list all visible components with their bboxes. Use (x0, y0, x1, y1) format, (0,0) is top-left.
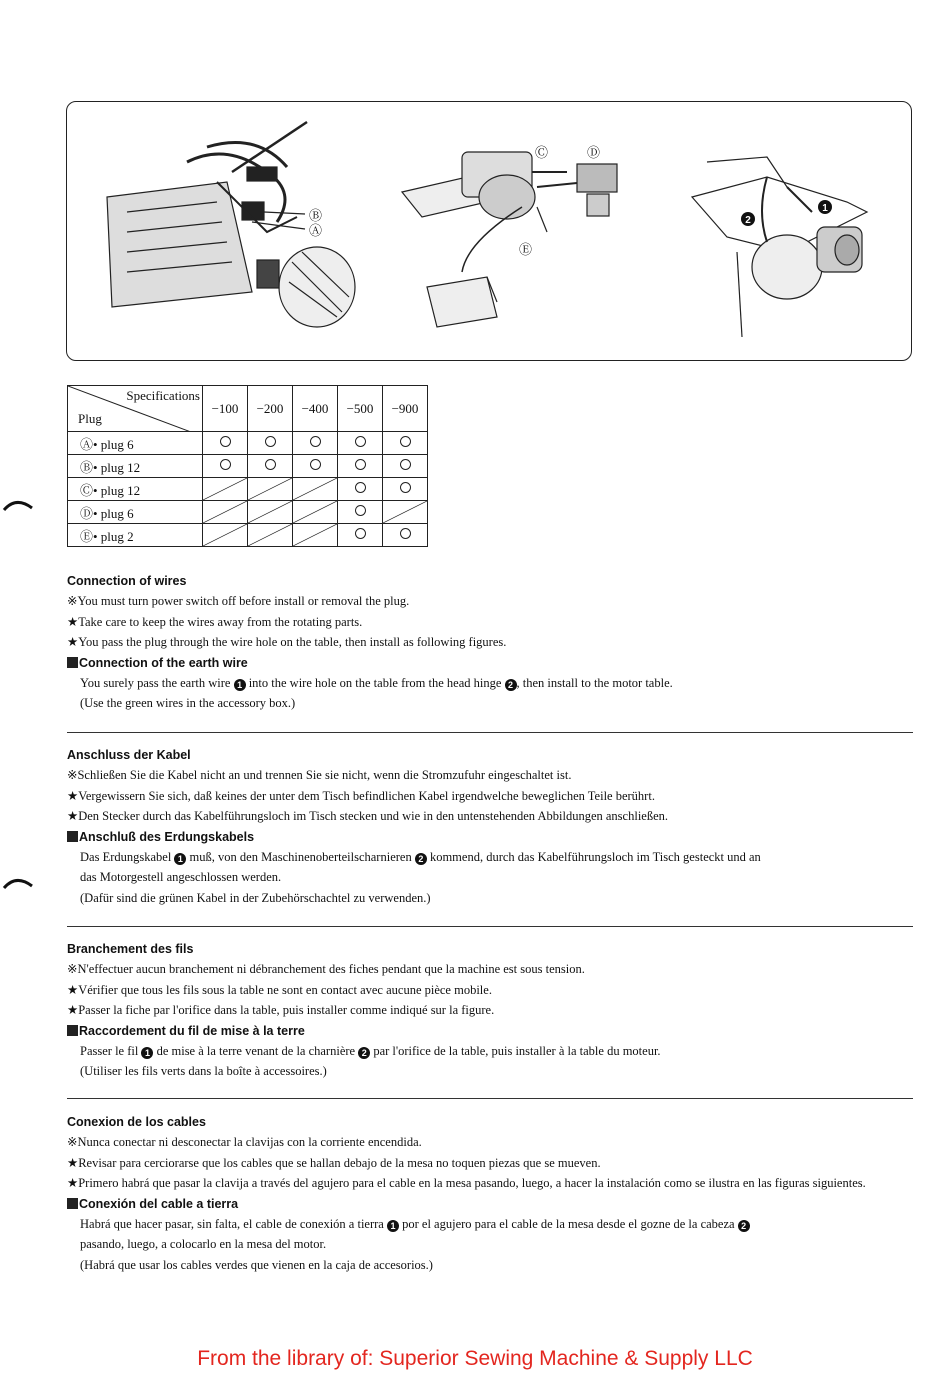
table-cell (293, 432, 338, 455)
instruction-line: ★Passer la fiche par l'orifice dans la table, puis installer comme indiqué sur la figure. (67, 1003, 495, 1018)
header-plug: Plug (78, 411, 102, 426)
margin-arc-mark (2, 874, 36, 897)
not-applicable-slash-icon (248, 524, 292, 546)
table-cell (203, 478, 248, 501)
instruction-line: ★Vergewissern Sie sich, daß keines der unter dem Tisch befindlichen Kabel irgendwelche beweglichen Teile berührt. (67, 788, 655, 803)
table-row (68, 432, 428, 455)
table-row (68, 478, 428, 501)
number-1-icon: 1 (174, 853, 186, 865)
table-row (68, 501, 428, 524)
table-cell (248, 432, 293, 455)
german-section (67, 745, 913, 908)
column-header: −900 (383, 386, 428, 432)
french-section (67, 939, 913, 1082)
number-1-icon: 1 (387, 1220, 399, 1232)
not-applicable-slash-icon (383, 501, 427, 523)
instruction-line: ※Nunca conectar ni desconectar la clavijas con la corriente encendida. (67, 1135, 422, 1150)
callout-a: Ⓐ (309, 223, 323, 238)
available-circle-icon (355, 459, 366, 470)
section-title: Connection of wires (67, 574, 187, 588)
table-cell (338, 501, 383, 524)
instruction-line: ※N'effectuer aucun branchement ni débranchement des fiches pendant que la machine est sous tension. (67, 962, 585, 977)
callout-e: Ⓔ (519, 242, 533, 257)
illustration-panel (66, 101, 912, 361)
available-circle-icon (355, 482, 366, 493)
motor-pedal-illustration (402, 152, 617, 327)
callout-number-1: 1 (822, 203, 828, 214)
earth-wire-title: Anschluß des Erdungskabels (67, 827, 913, 847)
instruction-line: ★Primero habrá que pasar la clavija a través del agujero para el cable en la mesa pasando, luego, a hacer la instalación como se ilustra en las figuras siguientes. (67, 1176, 866, 1191)
number-2-icon: 2 (415, 853, 427, 865)
available-circle-icon (220, 436, 231, 447)
table-cell (293, 455, 338, 478)
number-1-icon: 1 (234, 679, 246, 691)
earth-wire-note: (Use the green wires in the accessory box.) (80, 696, 296, 711)
earth-wire-note: (Dafür sind die grünen Kabel in der Zubehörschachtel zu verwenden.) (80, 890, 431, 905)
table-cell (248, 455, 293, 478)
earth-wire-instruction-cont: pasando, luego, a colocarlo en la mesa del motor. (80, 1237, 327, 1252)
available-circle-icon (400, 482, 411, 493)
table-row (68, 524, 428, 547)
available-circle-icon (310, 459, 321, 470)
callout-c: Ⓒ (535, 145, 549, 160)
column-header: −500 (338, 386, 383, 432)
callout-number-2: 2 (745, 215, 751, 226)
number-2-icon: 2 (738, 1220, 750, 1232)
not-applicable-slash-icon (203, 524, 247, 546)
available-circle-icon (355, 505, 366, 516)
not-applicable-slash-icon (248, 478, 292, 500)
instruction-line: ★Vérifier que tous les fils sous la table ne sont en contact avec aucune pièce mobile. (67, 982, 492, 997)
number-2-icon: 2 (358, 1047, 370, 1059)
available-circle-icon (400, 528, 411, 539)
section-divider (67, 926, 913, 927)
table-cell (203, 455, 248, 478)
instruction-line: ★Take care to keep the wires away from the rotating parts. (67, 614, 363, 629)
section-divider (67, 1098, 913, 1099)
section-title: Branchement des fils (67, 942, 194, 956)
row-label: Ⓒ• plug 12 (68, 478, 203, 501)
instruction-line: ★Revisar para cerciorarse que los cables que se hallan debajo de la mesa no toquen piezas que se mueven. (67, 1155, 601, 1170)
earth-wire-title: Conexión del cable a tierra (67, 1194, 913, 1214)
row-label: Ⓐ• plug 6 (68, 432, 203, 455)
table-cell (248, 524, 293, 547)
earth-wire-title: Raccordement du fil de mise à la terre (67, 1021, 913, 1041)
header-specifications: Specifications (126, 388, 200, 403)
earth-wire-title: Connection of the earth wire (67, 653, 913, 673)
not-applicable-slash-icon (203, 501, 247, 523)
table-cell (338, 478, 383, 501)
table-cell (248, 501, 293, 524)
table-cell (338, 455, 383, 478)
available-circle-icon (355, 436, 366, 447)
instruction-line: ★You pass the plug through the wire hole on the table, then install as following figures. (67, 635, 507, 650)
earth-wire-instruction: You surely pass the earth wire 1 into the wire hole on the table from the head hinge 2 , then install to the motor table. (80, 676, 673, 691)
section-divider (67, 732, 913, 733)
library-footer: From the library of: Superior Sewing Machine & Supply LLC (197, 1347, 753, 1370)
callout-b: Ⓑ (309, 208, 323, 223)
table-cell (383, 501, 428, 524)
available-circle-icon (310, 436, 321, 447)
table-cell (338, 524, 383, 547)
row-label: Ⓔ• plug 2 (68, 524, 203, 547)
available-circle-icon (265, 459, 276, 470)
table-cell (203, 432, 248, 455)
not-applicable-slash-icon (203, 478, 247, 500)
earth-symbol-icon (67, 1025, 78, 1036)
earth-wire-instruction: Das Erdungskabel 1 muß, von den Maschinenoberteilscharnieren 2 kommend, durch das Kabelführungsloch im Tisch gesteckt und an (80, 850, 761, 865)
column-header: −200 (248, 386, 293, 432)
number-2-icon: 2 (505, 679, 517, 691)
table-cell (383, 455, 428, 478)
available-circle-icon (400, 436, 411, 447)
column-header: −400 (293, 386, 338, 432)
margin-arc-mark (2, 496, 36, 519)
instruction-line: ★Den Stecker durch das Kabelführungsloch im Tisch stecken und wie in den untenstehenden Abbildungen anschließen. (67, 809, 669, 824)
table-row (68, 455, 428, 478)
section-title: Conexion de los cables (67, 1115, 206, 1129)
instruction-line: ※You must turn power switch off before install or removal the plug. (67, 594, 410, 609)
specifications-table (67, 385, 428, 547)
table-cell (248, 478, 293, 501)
table-cell (293, 524, 338, 547)
callout-d: Ⓓ (587, 145, 601, 160)
number-1-icon: 1 (141, 1047, 153, 1059)
table-cell (338, 432, 383, 455)
earth-wire-note: (Habrá que usar los cables verdes que vienen en la caja de accesorios.) (80, 1257, 433, 1272)
earth-symbol-icon (67, 657, 78, 668)
earth-symbol-icon (67, 831, 78, 842)
not-applicable-slash-icon (293, 478, 337, 500)
row-label: Ⓓ• plug 6 (68, 501, 203, 524)
section-title: Anschluss der Kabel (67, 748, 191, 762)
earth-symbol-icon (67, 1198, 78, 1209)
column-header: −100 (203, 386, 248, 432)
available-circle-icon (355, 528, 366, 539)
table-cell (383, 478, 428, 501)
table-cell (293, 478, 338, 501)
earth-wire-illustration (692, 157, 867, 337)
row-label: Ⓑ• plug 12 (68, 455, 203, 478)
table-cell (383, 432, 428, 455)
instruction-line: ※Schließen Sie die Kabel nicht an und trennen Sie sie nicht, wenn die Stromzufuhr eingeschaltet ist. (67, 768, 572, 783)
earth-wire-instruction-cont: das Motorgestell angeschlossen werden. (80, 870, 282, 885)
earth-wire-instruction: Passer le fil 1 de mise à la terre venant de la charnière 2 par l'orifice de la table, puis installer à la table du moteur. (80, 1044, 661, 1059)
available-circle-icon (265, 436, 276, 447)
not-applicable-slash-icon (293, 524, 337, 546)
table-cell (293, 501, 338, 524)
not-applicable-slash-icon (293, 501, 337, 523)
earth-wire-note: (Utiliser les fils verts dans la boîte à accessoires.) (80, 1064, 327, 1079)
table-cell (203, 501, 248, 524)
table-cell (203, 524, 248, 547)
english-section (67, 571, 913, 714)
available-circle-icon (220, 459, 231, 470)
earth-wire-instruction: Habrá que hacer pasar, sin falta, el cable de conexión a tierra 1 por el agujero para el cable de la mesa desde el gozne de la cabeza 2 (67, 1214, 913, 1234)
table-corner-header (68, 386, 203, 432)
not-applicable-slash-icon (248, 501, 292, 523)
available-circle-icon (400, 459, 411, 470)
spanish-section (67, 1112, 913, 1275)
table-cell (383, 524, 428, 547)
